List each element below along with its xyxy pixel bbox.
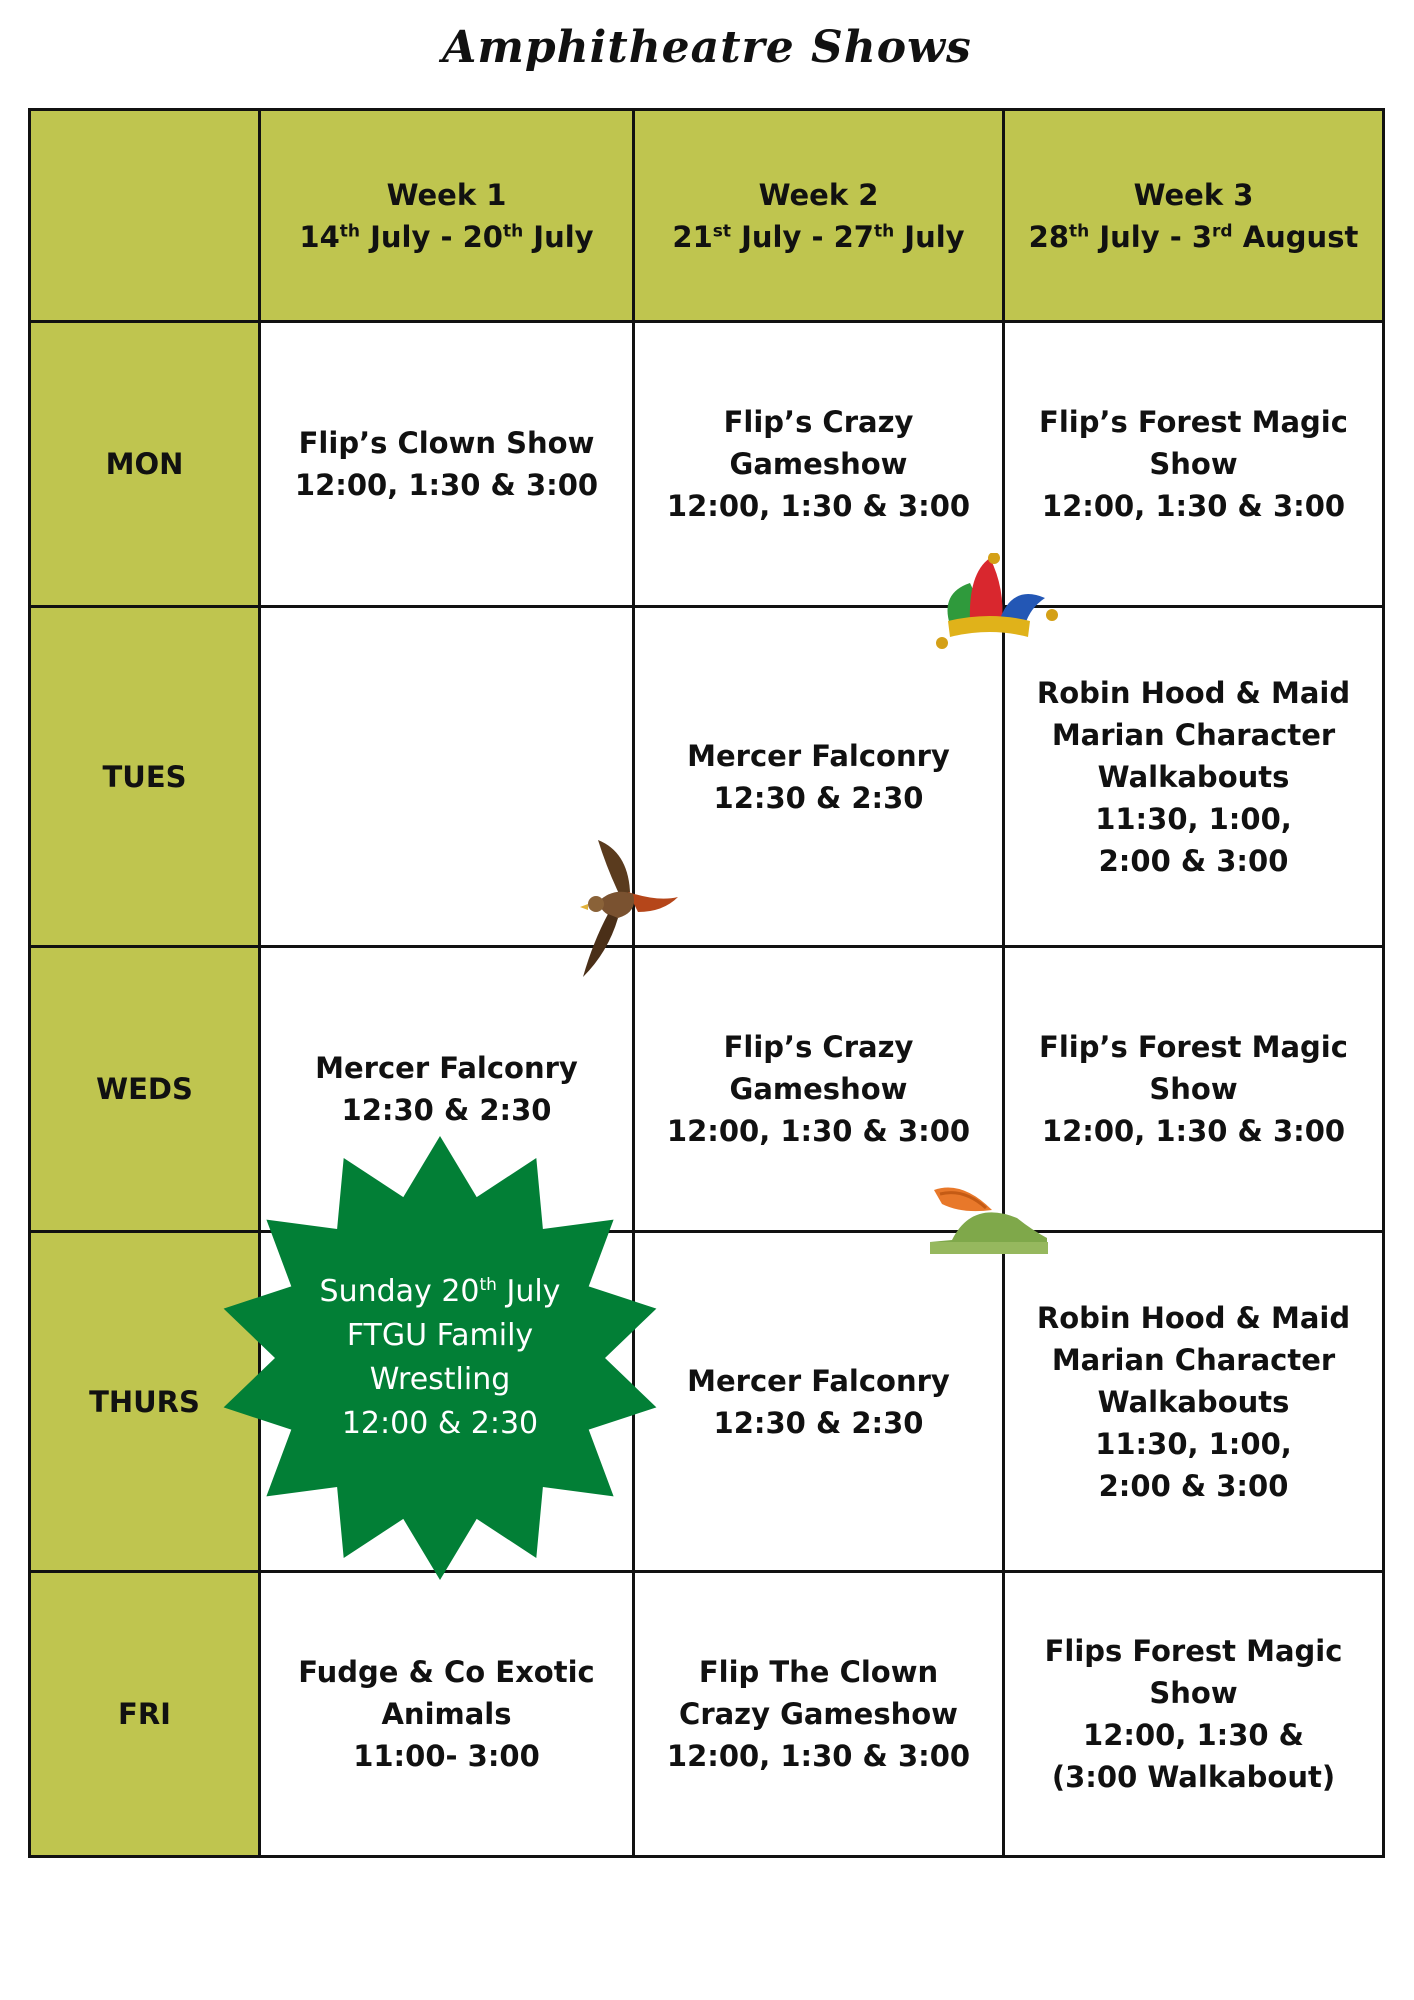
week-header xyxy=(260,110,634,322)
week-dates: 21st July - 27th July xyxy=(672,219,965,254)
day-row xyxy=(30,322,1384,607)
show-line: Marian Character xyxy=(1051,717,1336,752)
week-header xyxy=(634,110,1004,322)
show-line: Mercer Falconry xyxy=(687,1363,950,1398)
show-line: Gameshow xyxy=(729,1072,908,1106)
show-line: Flips Forest Magic xyxy=(1044,1634,1343,1668)
show-line: Flip’s Forest Magic xyxy=(1039,405,1348,439)
show-line: Gameshow xyxy=(729,447,908,481)
show-line: 12:00, 1:30 & 3:00 xyxy=(294,468,599,502)
show-line: Fudge & Co Exotic xyxy=(298,1655,595,1689)
special-line: Wrestling xyxy=(369,1362,511,1397)
week-label: Week 1 xyxy=(386,177,507,212)
show-cell xyxy=(260,322,634,607)
show-line: (3:00 Walkabout) xyxy=(1051,1760,1336,1794)
show-cell xyxy=(1004,607,1384,947)
day-label: WEDS xyxy=(30,947,260,1232)
show-cell xyxy=(1004,1572,1384,1857)
show-line: Flip’s Forest Magic xyxy=(1039,1030,1348,1064)
week-dates: 28th July - 3rd August xyxy=(1028,219,1359,254)
show-line: Walkabouts xyxy=(1097,1384,1290,1419)
show-line: 12:30 & 2:30 xyxy=(713,1405,924,1440)
hawk-icon xyxy=(568,832,683,980)
show-line: Show xyxy=(1149,447,1238,481)
show-line: 12:00, 1:30 & 3:00 xyxy=(666,1114,971,1148)
week-label: Week 2 xyxy=(758,177,879,212)
day-row xyxy=(30,607,1384,947)
show-cell xyxy=(260,1572,634,1857)
show-line: Marian Character xyxy=(1051,1342,1336,1377)
show-line: Robin Hood & Maid xyxy=(1036,675,1351,710)
show-line: 12:00, 1:30 & 3:00 xyxy=(1041,489,1346,523)
show-line: Crazy Gameshow xyxy=(679,1697,958,1731)
robin-hood-hat-icon xyxy=(922,1180,1062,1260)
show-line: 12:30 & 2:30 xyxy=(341,1093,552,1127)
show-line: 12:30 & 2:30 xyxy=(713,780,924,815)
special-line: FTGU Family xyxy=(346,1318,534,1353)
jester-hat-icon xyxy=(930,553,1060,653)
show-cell xyxy=(634,1232,1004,1572)
week-dates: 14th July - 20th July xyxy=(299,219,594,254)
show-line: 12:00, 1:30 & 3:00 xyxy=(666,489,971,523)
show-line: 11:30, 1:00, xyxy=(1095,801,1292,836)
show-line: 2:00 & 3:00 xyxy=(1098,1468,1289,1503)
show-line: Mercer Falconry xyxy=(315,1051,578,1085)
special-event-text xyxy=(215,1133,665,1583)
week-header xyxy=(1004,110,1384,322)
show-line: Robin Hood & Maid xyxy=(1036,1300,1351,1335)
day-row xyxy=(30,1572,1384,1857)
schedule-table xyxy=(28,108,1385,1858)
show-line: Flip The Clown xyxy=(698,1655,939,1689)
day-label: FRI xyxy=(30,1572,260,1857)
week-label: Week 3 xyxy=(1133,177,1254,212)
day-label: MON xyxy=(30,322,260,607)
day-label: THURS xyxy=(30,1232,260,1572)
show-line: Flip’s Crazy xyxy=(723,405,914,439)
show-line: 11:30, 1:00, xyxy=(1095,1426,1292,1461)
show-line: Animals xyxy=(381,1697,512,1731)
show-line: 12:00, 1:30 & 3:00 xyxy=(1041,1114,1346,1148)
show-line: 12:00, 1:30 & xyxy=(1083,1718,1304,1752)
day-label: TUES xyxy=(30,607,260,947)
show-line: Mercer Falconry xyxy=(687,738,950,773)
show-line: 11:00- 3:00 xyxy=(353,1739,540,1773)
show-cell xyxy=(1004,322,1384,607)
page-title: Amphitheatre Shows xyxy=(442,22,972,73)
special-line: 12:00 & 2:30 xyxy=(341,1406,539,1441)
show-line: Show xyxy=(1149,1072,1238,1106)
corner-cell xyxy=(30,110,260,322)
special-date: Sunday 20th July xyxy=(319,1274,561,1309)
show-cell xyxy=(1004,1232,1384,1572)
show-line: Show xyxy=(1149,1676,1238,1710)
show-cell xyxy=(634,607,1004,947)
show-line: Flip’s Crazy xyxy=(723,1030,914,1064)
show-line: 2:00 & 3:00 xyxy=(1098,843,1289,878)
show-line: Flip’s Clown Show xyxy=(298,426,595,460)
show-line: Walkabouts xyxy=(1097,759,1290,794)
show-cell xyxy=(634,1572,1004,1857)
header-row xyxy=(30,110,1384,322)
show-line: 12:00, 1:30 & 3:00 xyxy=(666,1739,971,1773)
